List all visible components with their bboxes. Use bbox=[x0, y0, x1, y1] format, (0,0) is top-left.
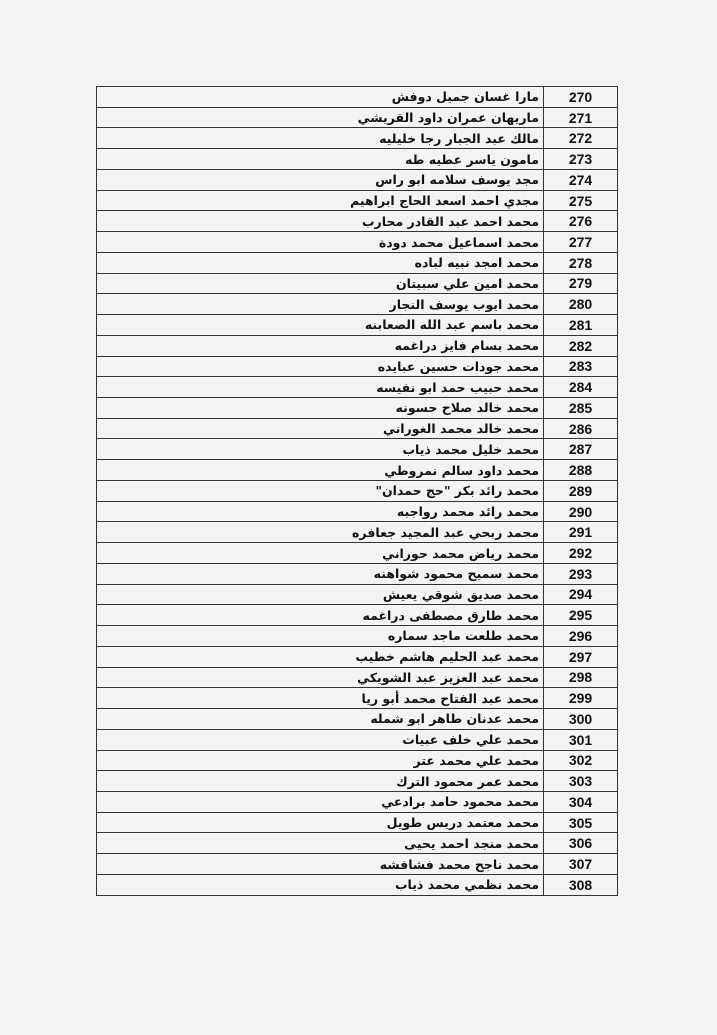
row-name: محمد سميح محمود شواهنه bbox=[97, 563, 544, 584]
row-number: 283 bbox=[544, 356, 618, 377]
table-row bbox=[97, 460, 618, 481]
row-name: محمد محمود حامد برادعي bbox=[97, 791, 544, 812]
row-name: محمد بسام فايز دراغمه bbox=[97, 335, 544, 356]
row-name: محمد عمر محمود الترك bbox=[97, 771, 544, 792]
row-number: 272 bbox=[544, 128, 618, 149]
names-table bbox=[96, 86, 618, 896]
row-name: مامون ياسر عطيه طه bbox=[97, 149, 544, 170]
row-name: محمد امين علي سبيتان bbox=[97, 273, 544, 294]
table-row bbox=[97, 522, 618, 543]
table-row bbox=[97, 626, 618, 647]
row-name: محمد ربحي عبد المجيد جعافره bbox=[97, 522, 544, 543]
row-number: 297 bbox=[544, 646, 618, 667]
row-name: مالك عبد الجبار رجا خليليه bbox=[97, 128, 544, 149]
row-number: 296 bbox=[544, 626, 618, 647]
row-number: 291 bbox=[544, 522, 618, 543]
row-name: محمد صديق شوقي يعيش bbox=[97, 584, 544, 605]
table-row bbox=[97, 771, 618, 792]
row-name: محمد خالد محمد الغوراني bbox=[97, 418, 544, 439]
row-number: 273 bbox=[544, 149, 618, 170]
row-number: 270 bbox=[544, 87, 618, 108]
row-number: 285 bbox=[544, 398, 618, 419]
row-number: 302 bbox=[544, 750, 618, 771]
row-name: محمد رائد محمد رواجبه bbox=[97, 501, 544, 522]
row-name: محمد رياض محمد حوراني bbox=[97, 543, 544, 564]
row-number: 307 bbox=[544, 854, 618, 875]
row-number: 276 bbox=[544, 211, 618, 232]
row-number: 275 bbox=[544, 190, 618, 211]
table-row bbox=[97, 190, 618, 211]
row-number: 305 bbox=[544, 812, 618, 833]
table-row bbox=[97, 709, 618, 730]
row-name: ماريهان عمران داود القريشي bbox=[97, 107, 544, 128]
table-row bbox=[97, 211, 618, 232]
table-row bbox=[97, 605, 618, 626]
row-number: 280 bbox=[544, 294, 618, 315]
row-name: مجدي احمد اسعد الحاج ابراهيم bbox=[97, 190, 544, 211]
row-name: محمد منجد احمد يحيى bbox=[97, 833, 544, 854]
table-row bbox=[97, 377, 618, 398]
table-row bbox=[97, 543, 618, 564]
table-row bbox=[97, 750, 618, 771]
names-table-body bbox=[97, 87, 618, 896]
table-row bbox=[97, 563, 618, 584]
row-name: محمد رائد بكر "حج حمدان" bbox=[97, 480, 544, 501]
row-name: محمد معتمد دريس طويل bbox=[97, 812, 544, 833]
table-row bbox=[97, 729, 618, 750]
table-row bbox=[97, 439, 618, 460]
row-number: 293 bbox=[544, 563, 618, 584]
table-row bbox=[97, 232, 618, 253]
table-row bbox=[97, 480, 618, 501]
row-name: محمد احمد عبد القادر محارب bbox=[97, 211, 544, 232]
row-number: 288 bbox=[544, 460, 618, 481]
row-number: 300 bbox=[544, 709, 618, 730]
row-number: 299 bbox=[544, 688, 618, 709]
row-name: محمد عدنان طاهر ابو شمله bbox=[97, 709, 544, 730]
row-name: محمد خالد صلاح حسونه bbox=[97, 398, 544, 419]
table-row bbox=[97, 149, 618, 170]
row-number: 294 bbox=[544, 584, 618, 605]
table-row bbox=[97, 646, 618, 667]
row-number: 271 bbox=[544, 107, 618, 128]
row-number: 290 bbox=[544, 501, 618, 522]
table-row bbox=[97, 854, 618, 875]
row-name: محمد حبيب حمد ابو نفيسه bbox=[97, 377, 544, 398]
row-number: 298 bbox=[544, 667, 618, 688]
table-row bbox=[97, 87, 618, 108]
table-row bbox=[97, 418, 618, 439]
row-name: محمد ناجح محمد فشافشه bbox=[97, 854, 544, 875]
row-number: 289 bbox=[544, 480, 618, 501]
row-number: 286 bbox=[544, 418, 618, 439]
table-row bbox=[97, 169, 618, 190]
table-row bbox=[97, 315, 618, 336]
row-number: 277 bbox=[544, 232, 618, 253]
row-name: محمد اسماعيل محمد دودة bbox=[97, 232, 544, 253]
row-name: محمد امجد نبيه لباده bbox=[97, 252, 544, 273]
table-row bbox=[97, 791, 618, 812]
table-row bbox=[97, 128, 618, 149]
table-row bbox=[97, 335, 618, 356]
table-row bbox=[97, 356, 618, 377]
row-name: محمد علي خلف عبيات bbox=[97, 729, 544, 750]
row-number: 281 bbox=[544, 315, 618, 336]
row-number: 303 bbox=[544, 771, 618, 792]
row-name: مجد يوسف سلامه ابو راس bbox=[97, 169, 544, 190]
row-name: محمد طارق مصطفى دراغمه bbox=[97, 605, 544, 626]
row-name: محمد داود سالم نمروطي bbox=[97, 460, 544, 481]
row-number: 274 bbox=[544, 169, 618, 190]
table-row bbox=[97, 688, 618, 709]
table-row bbox=[97, 273, 618, 294]
row-name: مارا غسان جميل دوفش bbox=[97, 87, 544, 108]
table-row bbox=[97, 398, 618, 419]
row-name: محمد عبد الحليم هاشم خطيب bbox=[97, 646, 544, 667]
table-row bbox=[97, 833, 618, 854]
row-number: 282 bbox=[544, 335, 618, 356]
row-name: محمد ايوب يوسف النجار bbox=[97, 294, 544, 315]
row-name: محمد عبد العزيز عبد الشويكي bbox=[97, 667, 544, 688]
row-name: محمد خليل محمد ذياب bbox=[97, 439, 544, 460]
row-name: محمد نظمي محمد ذياب bbox=[97, 874, 544, 895]
row-name: محمد طلعت ماجد سماره bbox=[97, 626, 544, 647]
row-number: 308 bbox=[544, 874, 618, 895]
row-number: 287 bbox=[544, 439, 618, 460]
table-row bbox=[97, 584, 618, 605]
table-row bbox=[97, 667, 618, 688]
row-number: 278 bbox=[544, 252, 618, 273]
row-name: محمد علي محمد عتر bbox=[97, 750, 544, 771]
row-number: 301 bbox=[544, 729, 618, 750]
table-row bbox=[97, 107, 618, 128]
row-name: محمد عبد الفتاح محمد أبو ريا bbox=[97, 688, 544, 709]
table-row bbox=[97, 501, 618, 522]
table-row bbox=[97, 874, 618, 895]
row-number: 306 bbox=[544, 833, 618, 854]
row-number: 279 bbox=[544, 273, 618, 294]
table-row bbox=[97, 812, 618, 833]
row-number: 304 bbox=[544, 791, 618, 812]
row-number: 292 bbox=[544, 543, 618, 564]
table-row bbox=[97, 252, 618, 273]
table-row bbox=[97, 294, 618, 315]
row-name: محمد جودات حسين عبايده bbox=[97, 356, 544, 377]
row-number: 295 bbox=[544, 605, 618, 626]
row-number: 284 bbox=[544, 377, 618, 398]
row-name: محمد باسم عبد الله الصعابنه bbox=[97, 315, 544, 336]
